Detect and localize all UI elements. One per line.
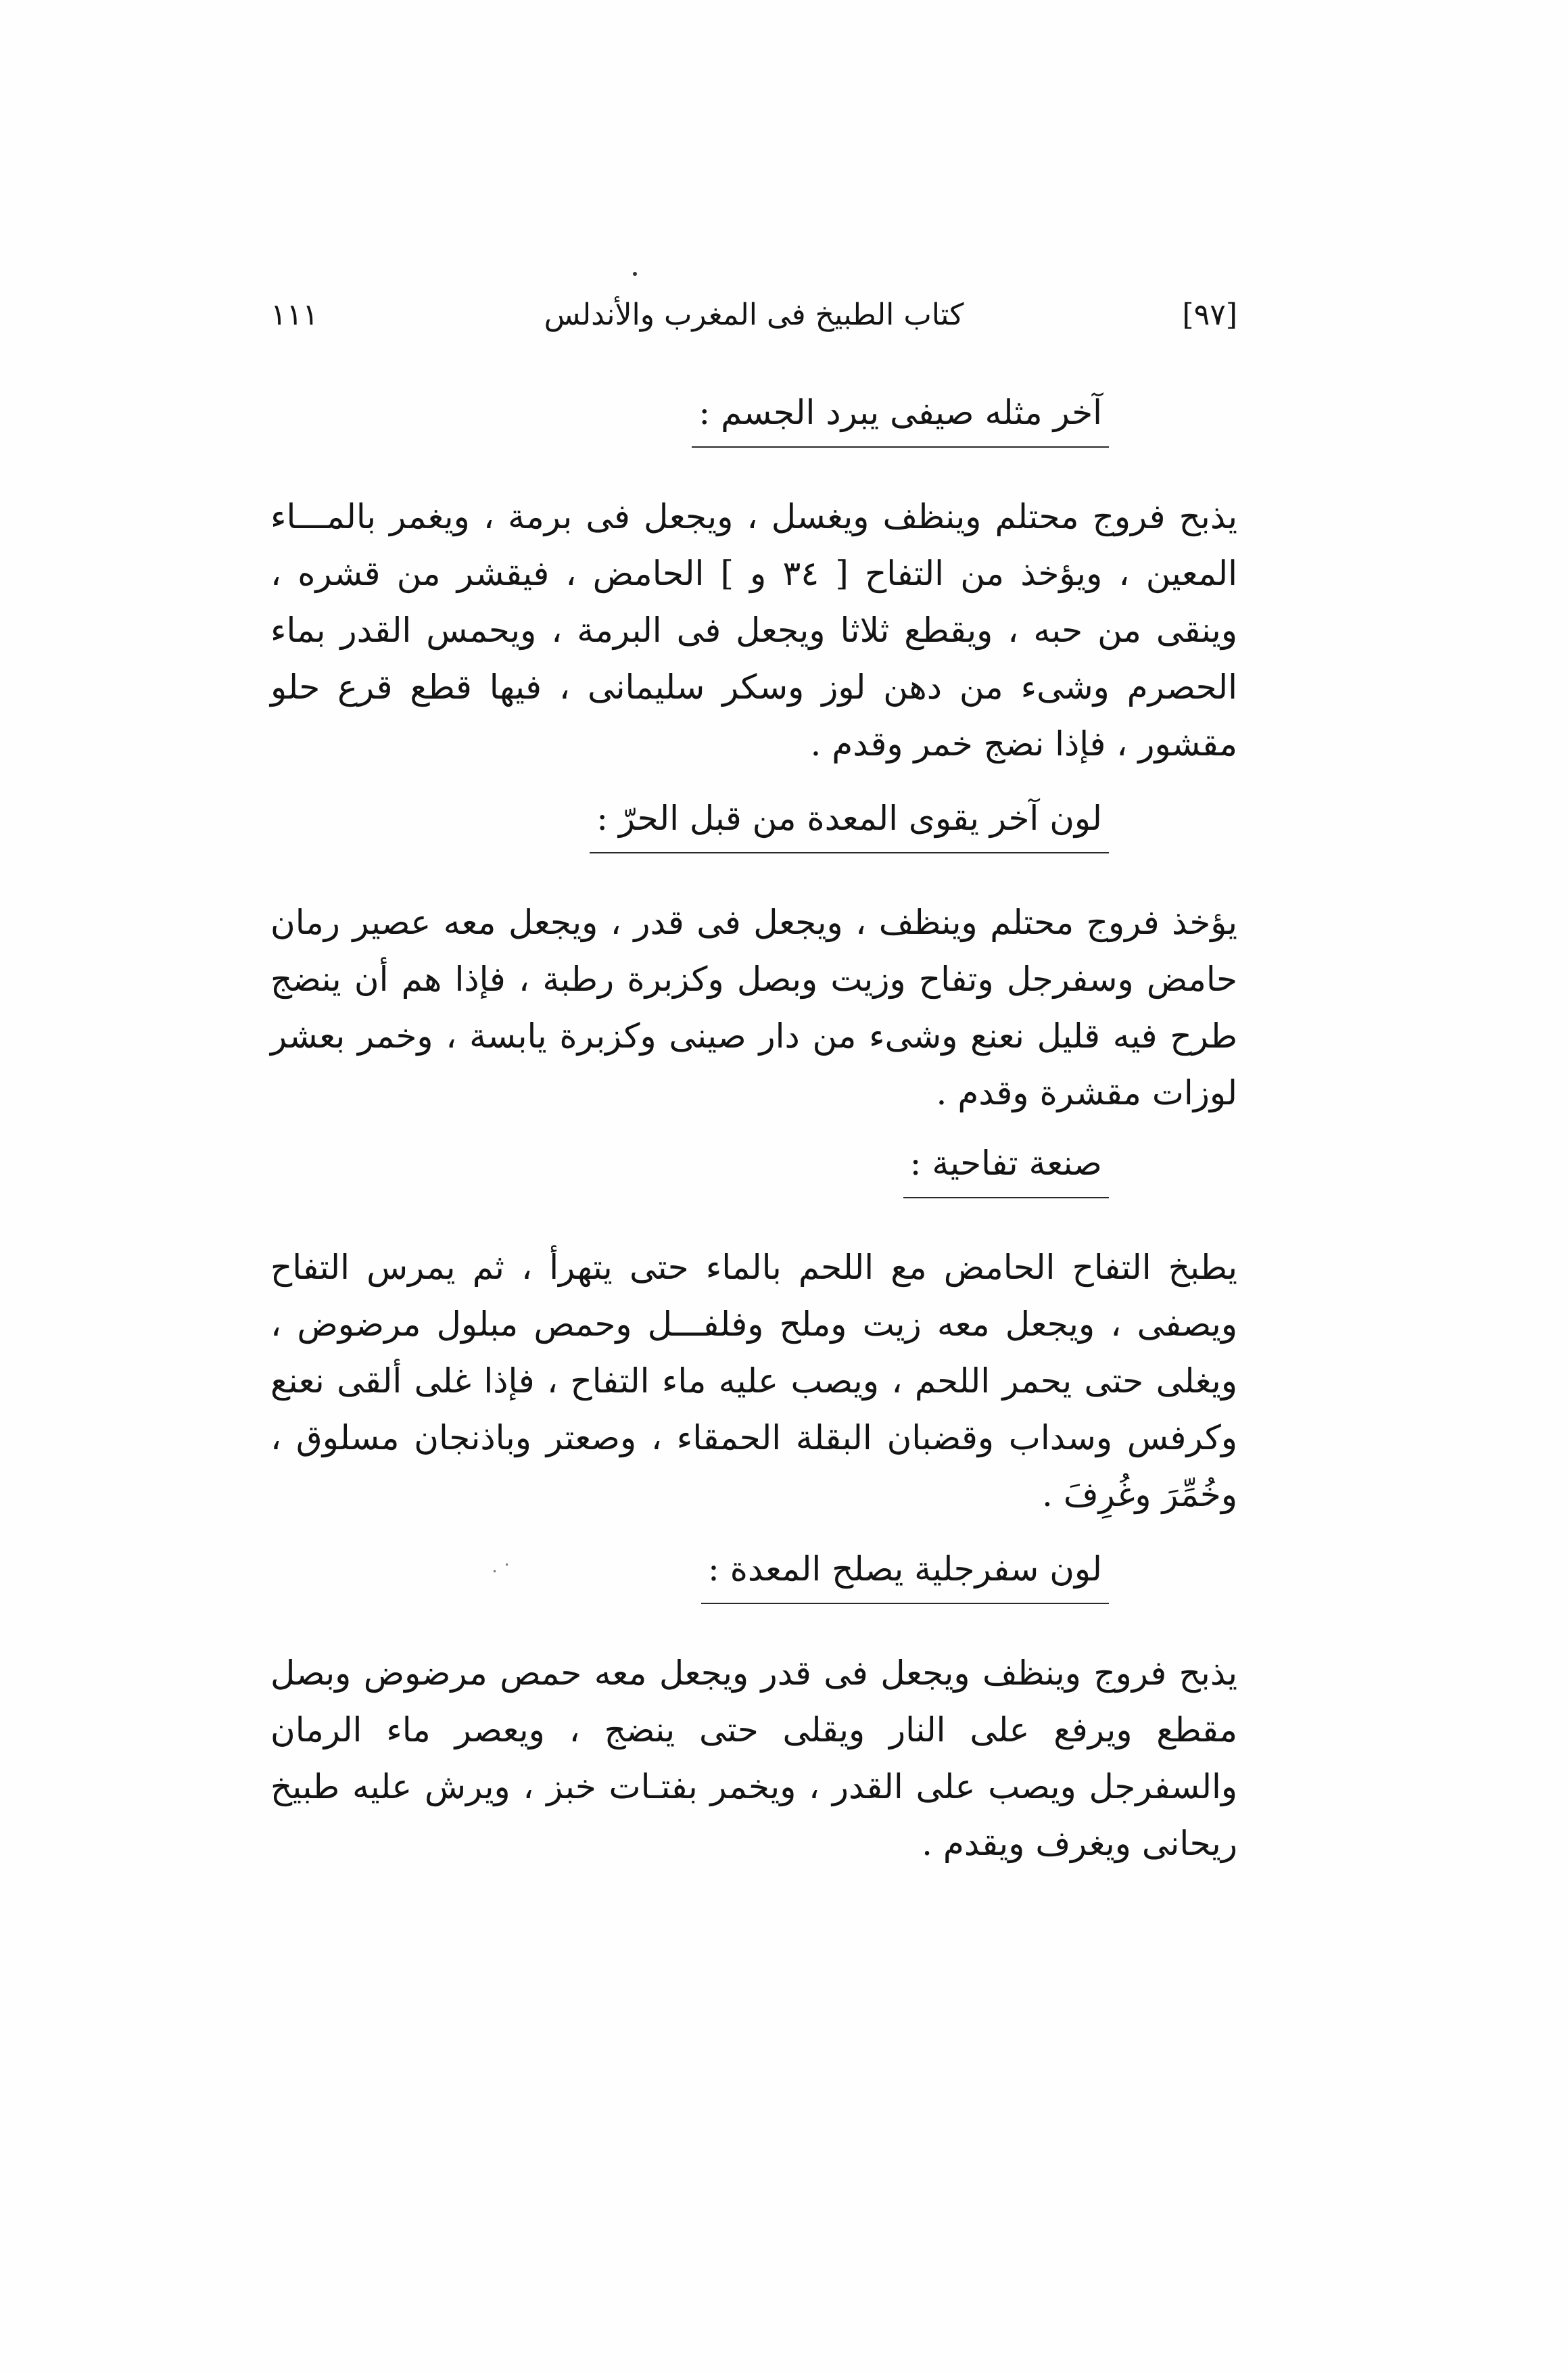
recipe-heading: صنعة تفاحية :: [903, 1136, 1109, 1198]
page-bracket-number: [٩٧]: [1182, 298, 1237, 332]
recipe-heading: آخر مثله صيفى يبرد الجسم :: [692, 385, 1109, 448]
recipe-heading: لون سفرجلية يصلح المعدة :: [701, 1542, 1109, 1604]
recipe-section: [270, 1542, 1237, 1906]
recipe-section: [270, 385, 1237, 806]
recipe-body: يذبح فروج وينظف ويجعل فى قدر ويجعل معه حمص مرضوض وبصل مقطع ويرفع على النار ويقلى حتى ينضج ، ويعصر ماء الرمان والسفرجل ويصب على القدر ، ويخمر بفتـات خبز ، ويرش عليه طبيخ ريحانى ويغرف ويقدم .: [270, 1653, 1237, 1863]
running-head: [270, 298, 1237, 352]
book-title: كتاب الطبيخ فى المغرب والأندلس: [544, 298, 964, 332]
recipe-body: يذبح فروج محتلم وينظف ويغسل ، ويجعل فى برمة ، ويغمر بالمـــاء المعين ، ويؤخذ من التفاح [ ٣٤ و ] الحامض ، فيقشر من قشره ، وينقى من حبه ، ويقطع ثلاثا ويجعل فى البرمة ، ويحمس القدر بماء الحصرم وشىء من دهن لوز وسكر سليمانى ، فيها قطع قرع حلو مقشور ، فإذا نضج خمر وقدم .: [270, 497, 1238, 763]
recipe-body: يطبخ التفاح الحامض مع اللحم بالماء حتى يتهرأ ، ثم يمرس التفاح ويصفى ، ويجعل معه زيت وملح وفلفـــل وحمص مبلول مرضوض ، ويغلى حتى يحمر اللحم ، ويصب عليه ماء التفاح ، فإذا غلى ألقى نعنع وكرفس وسداب وقضبان البقلة الحمقاء ، وصعتر وباذنجان مسلوق ، وخُمِّرَ وغُرِفَ .: [270, 1248, 1237, 1514]
recipe-section: [270, 791, 1237, 1155]
recipe-section: [270, 1136, 1237, 1557]
recipe-body: يؤخذ فروج محتلم وينظف ، ويجعل فى قدر ، ويجعل معه عصير رمان حامض وسفرجل وتفاح وزيت وبصل وكزبرة رطبة ، فإذا هم أن ينضج طرح فيه قليل نعنع وشىء من دار صينى وكزبرة يابسة ، وخمر بعشر لوزات مقشرة وقدم .: [270, 903, 1237, 1112]
recipe-heading: لون آخر يقوى المعدة من قبل الحرّ :: [590, 791, 1109, 853]
page-number: ١١١: [270, 298, 318, 332]
ink-mark: [633, 272, 637, 276]
